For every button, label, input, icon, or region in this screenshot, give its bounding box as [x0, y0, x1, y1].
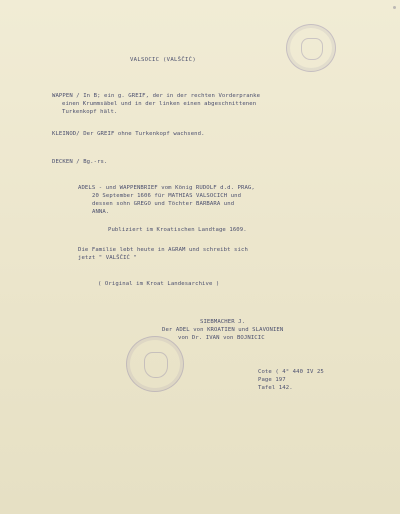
reference-line-3: Tafel 142.: [258, 385, 293, 391]
archive-stamp-icon: [126, 336, 184, 392]
archive-stamp-icon: [286, 24, 336, 72]
familie-line-2: jetzt " VALŠČIĆ ": [78, 255, 137, 261]
wappen-line-2: einen Krummsäbel und in der linken einen abgeschnittenen: [62, 101, 257, 107]
familie-line-1: Die Familie lebt heute in AGRAM und schreibt sich: [78, 247, 248, 253]
document-title: VALSOCIC (VALŠČIĆ): [130, 57, 197, 63]
reference-line-2: Page 197: [258, 377, 286, 383]
original-line: ( Original im Kroat Landesarchive ): [98, 281, 220, 287]
adels-line-4: ANNA.: [92, 209, 110, 215]
publiziert-line: Publiziert im Kroatischen Landtage 1609.: [108, 227, 247, 233]
paper-mark: [393, 6, 396, 9]
source-line-2: Der ADEL von KROATIEN und SLAVONIEN: [162, 327, 284, 333]
decken-line: DECKEN / Bg.-rs.: [52, 159, 108, 165]
source-line-1: SIEBMACHER J.: [200, 319, 246, 325]
wappen-line-1: WAPPEN / In B; ein g. GREIF, der in der rechten Vorderpranke: [52, 93, 261, 99]
reference-line-1: Cote ( 4° 440 IV 25: [258, 369, 324, 375]
adels-line-1: ADELS - und WAPPENBRIEF vom König RUDOLF d.d. PRAG,: [78, 185, 255, 191]
wappen-line-3: Turkenkopf hält.: [62, 109, 118, 115]
adels-line-2: 20 September 1606 für MATHIAS VALSOCICH und: [92, 193, 242, 199]
kleinod-line: KLEINOD/ Der GREIF ohne Turkenkopf wachsend.: [52, 131, 205, 137]
source-line-3: von Dr. IVAN von BOJNICIC: [178, 335, 265, 341]
adels-line-3: dessen sohn GREGO und Töchter BARBARA und: [92, 201, 235, 207]
